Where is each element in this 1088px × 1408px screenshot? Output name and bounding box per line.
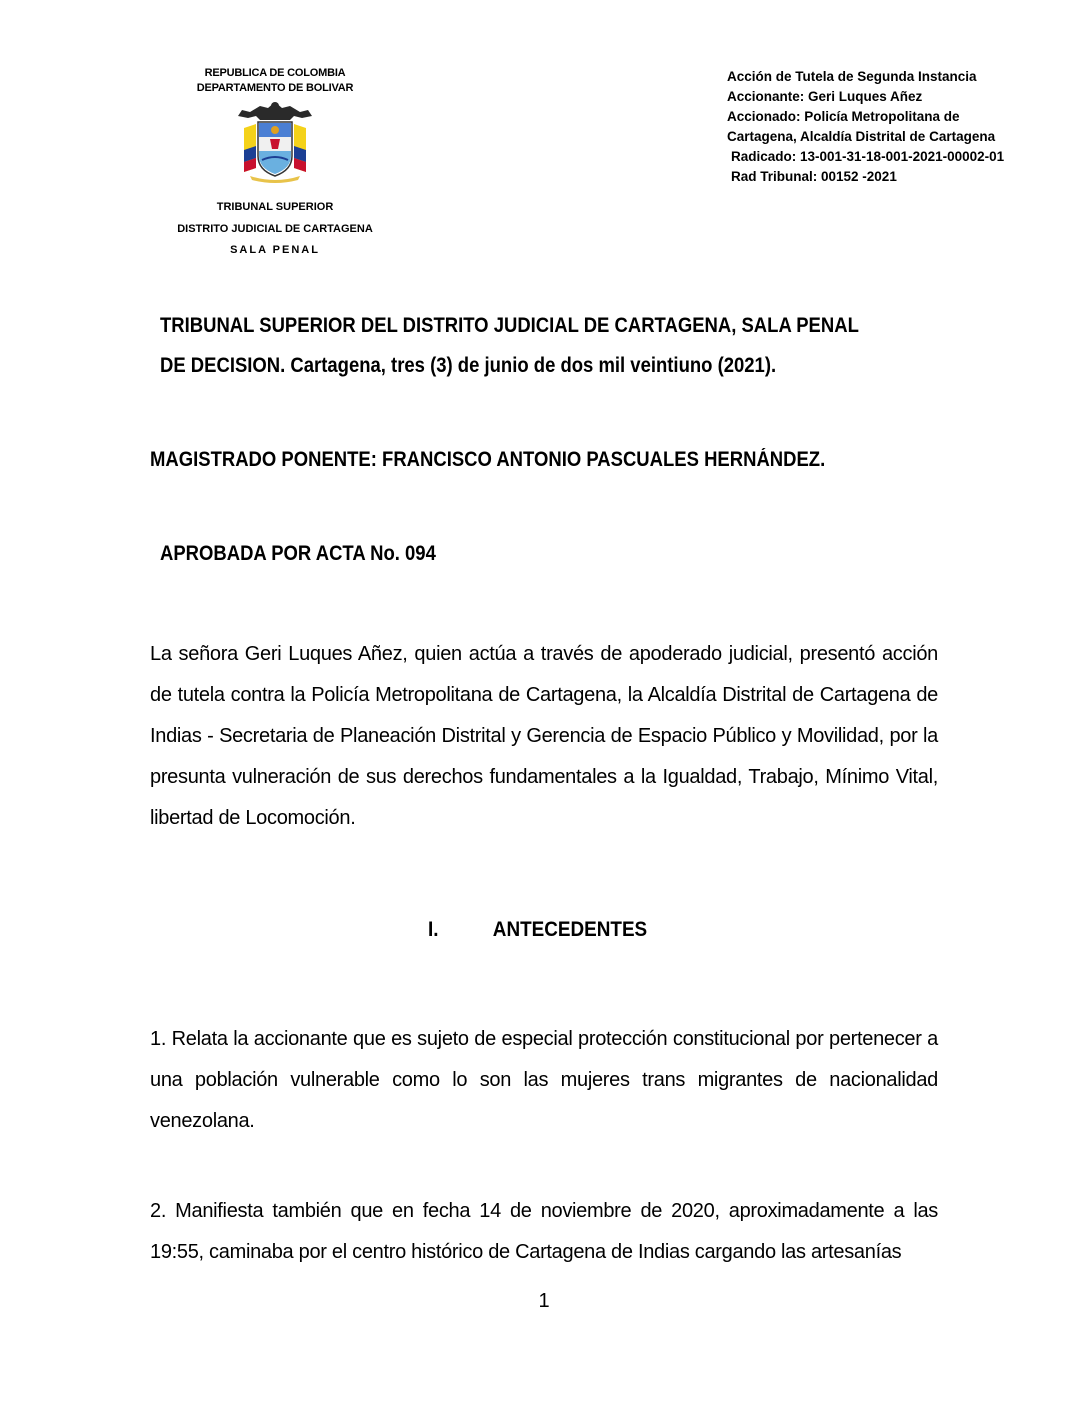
document-title: TRIBUNAL SUPERIOR DEL DISTRITO JUDICIAL DE CARTAGENA, SALA PENAL DE DECISION. Cartagena, tres (3) de junio de dos mil veintiuno (2021). bbox=[160, 314, 859, 377]
section-title: ANTECEDENTES bbox=[492, 918, 648, 941]
case-rad-tribunal: Rad Tribunal: 00152 -2021 bbox=[731, 169, 897, 184]
section-number: I. bbox=[428, 918, 439, 941]
page-number: 1 bbox=[538, 1290, 550, 1312]
paragraph-1: 1. Relata la accionante que es sujeto de especial protección constitucional por pertenecer a una población vulnerable como lo son las mujeres trans migrantes de nacionalidad venezolana. bbox=[150, 1028, 938, 1132]
section-heading bbox=[428, 918, 647, 942]
paragraph-2: 2. Manifiesta también que en fecha 14 de noviembre de 2020, aproximadamente a las 19:55, caminaba por el centro histórico de Cartagena de Indias cargando las artesanías bbox=[150, 1200, 938, 1263]
case-radicado: Radicado: 13-001-31-18-001-2021-00002-01 bbox=[731, 149, 1005, 164]
case-reference-block bbox=[727, 67, 1047, 187]
case-defendant-line1: Accionado: Policía Metropolitana de bbox=[727, 109, 960, 124]
case-plaintiff: Accionante: Geri Luques Añez bbox=[727, 89, 923, 104]
letterhead-department: DEPARTAMENTO DE BOLIVAR bbox=[196, 82, 354, 94]
acta-approval: APROBADA POR ACTA No. 094 bbox=[160, 542, 436, 565]
letterhead-sala: SALA PENAL bbox=[230, 244, 320, 256]
letterhead-district: DISTRITO JUDICIAL DE CARTAGENA bbox=[177, 223, 373, 235]
letterhead-country: REPUBLICA DE COLOMBIA bbox=[204, 67, 346, 79]
court-letterhead bbox=[150, 66, 400, 256]
magistrado-ponente: MAGISTRADO PONENTE: FRANCISCO ANTONIO PASCUALES HERNÁNDEZ. bbox=[150, 448, 826, 471]
intro-paragraph: La señora Geri Luques Añez, quien actúa a través de apoderado judicial, presentó acción de tutela contra la Policía Metropolitana de Cartagena, la Alcaldía Distrital de Cartagena de Indias - Secretaria de Planeación Distrital y Gerencia de Espacio Público y Movilidad, por la presunta vulneración de sus derechos fundamentales a la Igualdad, Trabajo, Mínimo Vital, libertad de Locomoción. bbox=[150, 643, 938, 829]
case-type: Acción de Tutela de Segunda Instancia bbox=[727, 69, 977, 84]
colombia-coat-of-arms-icon bbox=[230, 98, 320, 184]
letterhead-tribunal: TRIBUNAL SUPERIOR bbox=[216, 201, 334, 213]
case-defendant-line2: Cartagena, Alcaldía Distrital de Cartagena bbox=[727, 129, 996, 144]
